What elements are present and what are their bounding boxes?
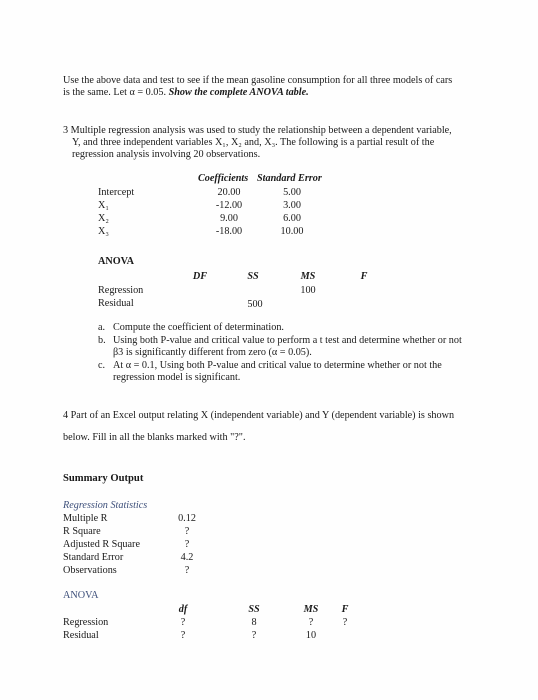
reg-stat-label: Multiple R bbox=[63, 513, 108, 524]
q4-line-1: 4 Part of an Excel output relating X (independent variable) and Y (dependent variable) is shown bbox=[63, 410, 455, 421]
q3-anova-header-ms: MS bbox=[300, 271, 316, 282]
q3-line-3: regression analysis involving 20 observations. bbox=[72, 149, 261, 160]
regression-statistics-title: Regression Statistics bbox=[63, 500, 148, 511]
q3-anova-header-df: DF bbox=[192, 271, 208, 282]
part-marker: a. bbox=[98, 322, 106, 333]
coef-row-se: 5.00 bbox=[283, 187, 301, 198]
part-b-line-2: β3 is significantly different from zero (α = 0.05). bbox=[113, 347, 312, 358]
q4-anova-regression-df: ? bbox=[180, 617, 186, 628]
q4-anova-header-df: df bbox=[178, 604, 188, 615]
coef-header-coefficients: Coefficients bbox=[198, 173, 249, 184]
q4-anova-regression-f: ? bbox=[342, 617, 348, 628]
part-marker: c. bbox=[98, 360, 106, 371]
summary-output-title: Summary Output bbox=[63, 473, 144, 484]
q3-anova-header-f: F bbox=[360, 271, 368, 282]
q3-anova-row-label: Regression bbox=[98, 285, 144, 296]
q4-anova-title: ANOVA bbox=[63, 590, 99, 601]
intro-line-2 bbox=[63, 87, 309, 99]
coef-row-coef: -12.00 bbox=[215, 200, 243, 211]
coef-row-coef: 9.00 bbox=[220, 213, 238, 224]
reg-stat-label: R Square bbox=[63, 526, 101, 537]
q4-anova-header-f: F bbox=[341, 604, 349, 615]
part-marker: b. bbox=[98, 335, 106, 346]
q4-anova-header-ms: MS bbox=[303, 604, 319, 615]
coef-row-se: 3.00 bbox=[283, 200, 301, 211]
q4-anova-residual-ss: ? bbox=[251, 630, 257, 641]
q4-anova-residual-ms: 10 bbox=[305, 630, 317, 641]
part-c-line-2: regression model is significant. bbox=[113, 372, 241, 383]
coef-row-label: X₂ bbox=[98, 213, 109, 224]
coef-header-standard-error: Standard Error bbox=[257, 173, 322, 184]
reg-stat-value: 0.12 bbox=[178, 513, 196, 524]
intro-line-2-prefix: is the same. Let α = 0.05. bbox=[63, 87, 167, 98]
q4-anova-regression-ss: 8 bbox=[251, 617, 257, 628]
intro-line-1: Use the above data and test to see if the mean gasoline consumption for all three models of cars bbox=[63, 75, 453, 86]
q4-anova-row-label: Residual bbox=[63, 630, 99, 641]
coef-row-se: 10.00 bbox=[280, 226, 304, 237]
reg-stat-value: ? bbox=[184, 526, 190, 537]
q3-anova-regression-ms: 100 bbox=[300, 285, 316, 296]
reg-stat-label: Standard Error bbox=[63, 552, 124, 563]
intro-emphasis: Show the complete ANOVA table. bbox=[168, 87, 309, 98]
part-a-line: Compute the coefficient of determination. bbox=[113, 322, 284, 333]
reg-stat-value: ? bbox=[184, 539, 190, 550]
reg-stat-label: Adjusted R Square bbox=[63, 539, 140, 550]
reg-stat-value: ? bbox=[184, 565, 190, 576]
coef-row-coef: -18.00 bbox=[215, 226, 243, 237]
part-b-line-1: Using both P-value and critical value to perform a t test and determine whether or not bbox=[113, 335, 462, 346]
q4-anova-residual-df: ? bbox=[180, 630, 186, 641]
q3-anova-residual-ss: 500 bbox=[247, 299, 263, 310]
q3-line-1: 3 Multiple regression analysis was used to study the relationship between a dependent variable, bbox=[63, 125, 452, 136]
q3-anova-header-ss: SS bbox=[247, 271, 259, 282]
q3-anova-row-label: Residual bbox=[98, 298, 134, 309]
coef-row-label: X₁ bbox=[98, 200, 109, 211]
part-c-line-1: At α = 0.1, Using both P-value and critical value to determine whether or not the bbox=[113, 360, 442, 371]
reg-stat-label: Observations bbox=[63, 565, 117, 576]
q4-anova-regression-ms: ? bbox=[308, 617, 314, 628]
coef-row-coef: 20.00 bbox=[217, 187, 241, 198]
q4-anova-header-ss: SS bbox=[248, 604, 260, 615]
q4-line-2: below. Fill in all the blanks marked with "?". bbox=[63, 432, 246, 443]
q3-line-2: Y, and three independent variables X₁, X₂ and, X₃. The following is a partial result of the bbox=[72, 137, 435, 148]
reg-stat-value: 4.2 bbox=[180, 552, 194, 563]
coef-row-label: X₃ bbox=[98, 226, 109, 237]
coef-row-se: 6.00 bbox=[283, 213, 301, 224]
coef-row-label: Intercept bbox=[98, 187, 135, 198]
q3-anova-title: ANOVA bbox=[98, 256, 135, 267]
q4-anova-row-label: Regression bbox=[63, 617, 109, 628]
